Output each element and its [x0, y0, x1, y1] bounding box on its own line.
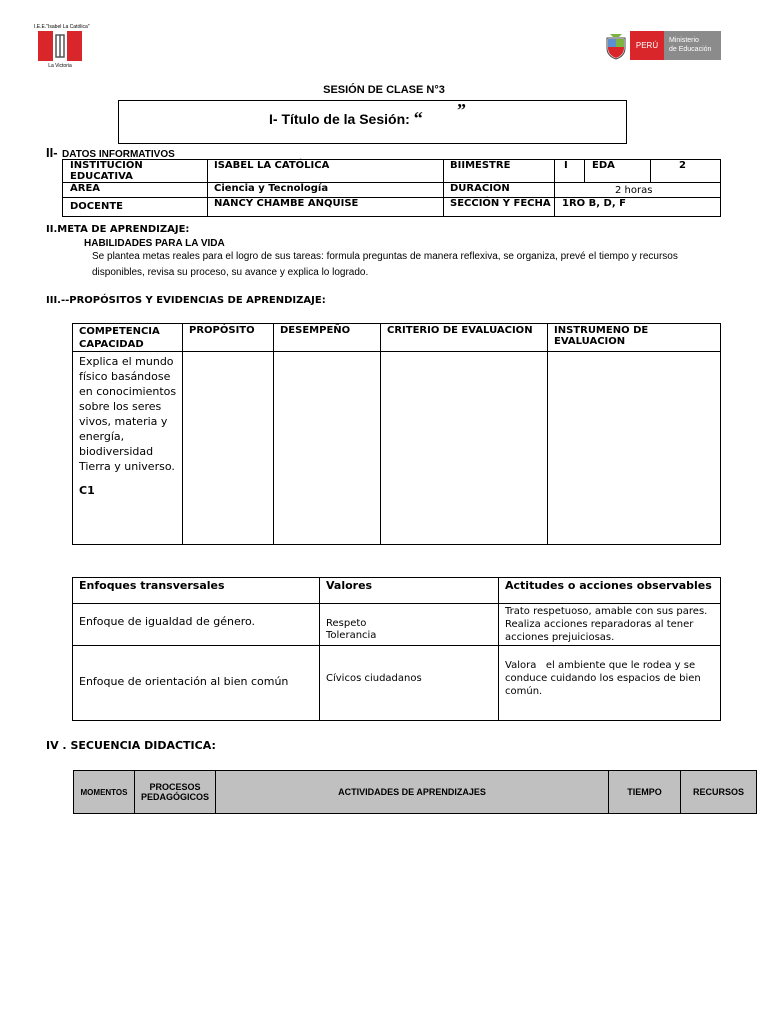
competencia-line: biodiversidad — [79, 445, 154, 458]
school-logo-caption-bottom: La Victoria — [48, 63, 72, 69]
header-actitudes: Actitudes o acciones observables — [499, 578, 721, 604]
section-3-heading: III.--PROPÓSITOS Y EVIDENCIAS DE APRENDIZAJE: — [46, 295, 326, 306]
session-title-label — [269, 108, 423, 129]
header-desempeno: DESEMPEÑO — [274, 324, 381, 352]
table-header-row — [73, 324, 721, 352]
valor-item: Cívicos ciudadanos — [326, 673, 422, 684]
meta-line1: Se plantea metas reales para el logro de sus tareas: formula preguntas de manera reflexiva, se organiza, prevé el tiempo y recursos — [92, 251, 678, 262]
propositos-table — [72, 323, 721, 545]
table-header-row — [73, 578, 721, 604]
open-quote: “ — [413, 108, 423, 128]
valor-item: Respeto — [326, 618, 367, 629]
competencia-line: Tierra y universo. — [79, 460, 175, 473]
cell-key: BIIMESTRE — [444, 160, 555, 183]
header-capacidad-label: CAPACIDAD — [79, 339, 144, 350]
actitud-line: Valora el ambiente que le rodea y se — [505, 660, 696, 671]
proposito-cell — [183, 352, 274, 545]
cell-key: DURACIÓN — [444, 183, 555, 198]
table-row — [73, 604, 721, 646]
desempeno-cell — [274, 352, 381, 545]
header-proposito: PROPÓSITO — [183, 324, 274, 352]
header-procesos — [135, 771, 216, 814]
table-row — [63, 183, 721, 198]
meta-heading: II.META DE APRENDIZAJE: — [46, 224, 190, 235]
header-instrumento: INSTRUMENO DE EVALUACION — [548, 324, 721, 352]
cell-key: ÁREA — [63, 183, 208, 198]
actitud-line: Trato respetuoso, amable con sus pares. — [505, 606, 708, 617]
valores-cell — [320, 604, 499, 646]
meta-subheading: HABILIDADES PARA LA VIDA — [84, 238, 225, 249]
close-quote: ” — [457, 100, 466, 120]
header-actividades: ACTIVIDADES DE APRENDIZAJES — [216, 771, 609, 814]
peru-badge: PERÚ — [630, 31, 664, 60]
coat-of-arms-icon — [604, 32, 628, 60]
cell-key: DOCENTE — [63, 198, 208, 217]
cell-value: Ciencia y Tecnología — [208, 183, 444, 198]
table-row — [73, 646, 721, 721]
header-momentos: MOMENTOS — [74, 771, 135, 814]
actitud-line: común. — [505, 686, 543, 697]
session-title-box — [118, 100, 627, 144]
competencia-code: C1 — [79, 484, 95, 497]
table-row — [63, 160, 721, 183]
actitudes-cell — [499, 604, 721, 646]
datos-informativos-table — [62, 159, 721, 217]
ministry-badge — [664, 31, 721, 60]
meta-line2: disponibles, revisa su proceso, su avance y explica lo logrado. — [92, 267, 369, 278]
instrumento-cell — [548, 352, 721, 545]
actitud-line: Realiza acciones reparadoras al tener — [505, 619, 694, 630]
cell-key: EDA — [585, 160, 651, 183]
competencia-line: sobre los seres — [79, 400, 162, 413]
header-competencia-label: COMPETENCIA — [79, 326, 160, 337]
table-row — [63, 198, 721, 217]
school-logo — [34, 24, 90, 72]
actitud-line: conduce cuidando los espacios de bien — [505, 673, 701, 684]
actitudes-cell — [499, 646, 721, 721]
cell-key: INSTITUCIÓN EDUCATIVA — [63, 160, 208, 183]
section-2-label: DATOS INFORMATIVOS — [62, 149, 175, 160]
cell-value: 2 — [651, 160, 721, 183]
header-recursos: RECURSOS — [681, 771, 757, 814]
competencia-line: físico basándose — [79, 370, 171, 383]
ministry-line2: de Educación — [669, 46, 712, 53]
ministry-logo — [604, 31, 721, 61]
table-header-row — [74, 771, 757, 814]
competencia-line: Explica el mundo — [79, 355, 174, 368]
cell-value: ISABEL LA CATÓLICA — [208, 160, 444, 183]
cell-key: SECCIÓN Y FECHA — [444, 198, 555, 217]
school-logo-caption-top: I.E.E."Isabel La Católica" — [34, 24, 90, 30]
valor-item: Tolerancia — [326, 630, 377, 641]
section-2-numeral: II- — [46, 145, 58, 160]
actitud-line: acciones prejuiciosas. — [505, 632, 615, 643]
header-criterio: CRITERIO DE EVALUACION — [381, 324, 548, 352]
cell-value: I — [555, 160, 585, 183]
enfoques-table — [72, 577, 721, 721]
section-4-heading: IV . SECUENCIA DIDACTICA: — [46, 739, 216, 752]
cell-value: 2 horas — [555, 183, 721, 198]
competencia-line: energía, — [79, 430, 125, 443]
competencia-line: vivos, materia y — [79, 415, 168, 428]
header-competencia — [73, 324, 183, 352]
page-title: SESIÓN DE CLASE N°3 — [323, 84, 445, 96]
session-title-text: I- Título de la Sesión: — [269, 111, 410, 127]
enfoque-cell: Enfoque de igualdad de género. — [73, 604, 320, 646]
cell-value: 1RO B, D, F — [555, 198, 721, 217]
competencia-cell — [73, 352, 183, 545]
ministry-line1: Ministerio — [669, 37, 699, 44]
cell-value: NANCY CHAMBE ANQUISE — [208, 198, 444, 217]
header-enfoques: Enfoques transversales — [73, 578, 320, 604]
table-row — [73, 352, 721, 545]
header-valores: Valores — [320, 578, 499, 604]
enfoque-cell: Enfoque de orientación al bien común — [73, 646, 320, 721]
header-procesos-line1: PROCESOS — [149, 782, 201, 792]
header-tiempo: TIEMPO — [609, 771, 681, 814]
secuencia-table — [73, 770, 757, 814]
header-procesos-line2: PEDAGÓGICOS — [140, 792, 209, 802]
criterio-cell — [381, 352, 548, 545]
school-shield-icon — [38, 31, 82, 61]
valores-cell — [320, 646, 499, 721]
competencia-line: en conocimientos — [79, 385, 177, 398]
